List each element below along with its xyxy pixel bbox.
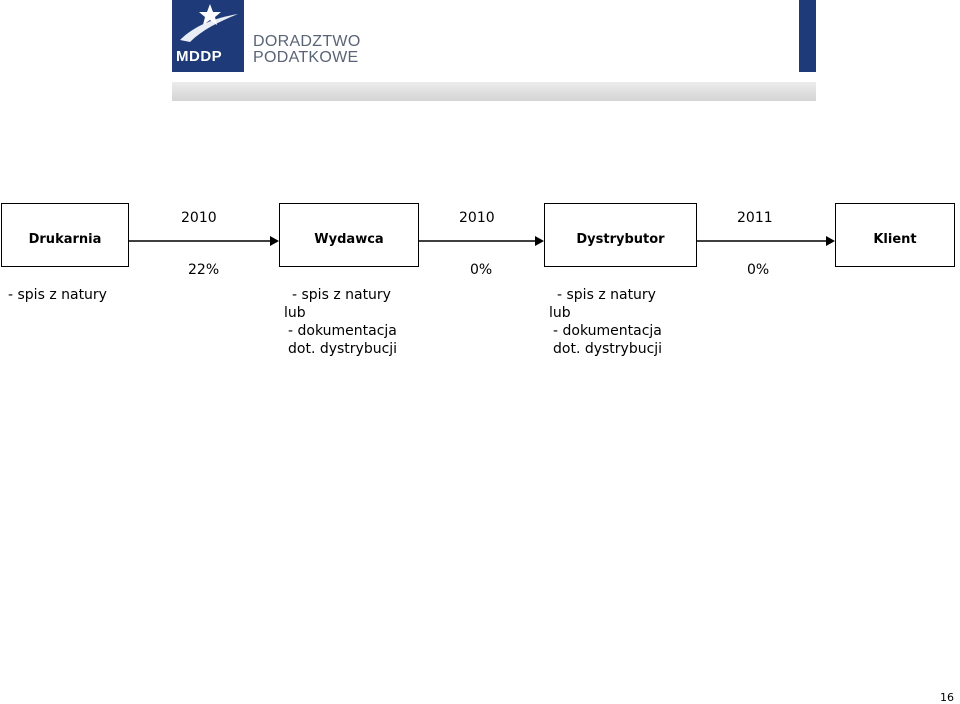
arrow-3	[697, 236, 835, 246]
note-dystrybutor-line-4: dot. dystrybucji	[553, 341, 663, 357]
edge-2-year: 2010	[459, 210, 495, 226]
edge-1-year: 2010	[181, 210, 217, 226]
edge-3-year: 2011	[737, 210, 773, 226]
logo-abbreviation: MDDP	[176, 48, 223, 65]
brand-line-1: DORADZTWO	[253, 33, 361, 50]
node-dystrybutor	[544, 203, 697, 267]
edge-1-rate: 22%	[188, 262, 220, 278]
brand-line-2: PODATKOWE	[253, 49, 359, 66]
note-dystrybutor-line-2: lub	[549, 305, 571, 321]
note-dystrybutor-line-3: - dokumentacja	[553, 323, 662, 339]
node-label: Drukarnia	[28, 232, 102, 247]
node-klient	[835, 203, 955, 267]
note-dystrybutor-line-1: - spis z natury	[557, 287, 656, 303]
node-label: Dystrybutor	[576, 232, 665, 247]
node-label: Klient	[873, 232, 917, 247]
edge-2-rate: 0%	[470, 262, 493, 278]
node-drukarnia	[1, 203, 129, 267]
arrow-1	[129, 236, 279, 246]
note-wydawca-line-1: - spis z natury	[292, 287, 391, 303]
page-number: 16	[940, 691, 954, 704]
node-wydawca	[279, 203, 419, 267]
note-wydawca-line-2: lub	[284, 305, 306, 321]
arrow-2	[419, 236, 544, 246]
note-wydawca-line-3: - dokumentacja	[288, 323, 397, 339]
note-drukarnia: - spis z natury	[8, 287, 107, 303]
note-wydawca-line-4: dot. dystrybucji	[288, 341, 398, 357]
node-label: Wydawca	[314, 232, 384, 247]
edge-3-rate: 0%	[747, 262, 770, 278]
